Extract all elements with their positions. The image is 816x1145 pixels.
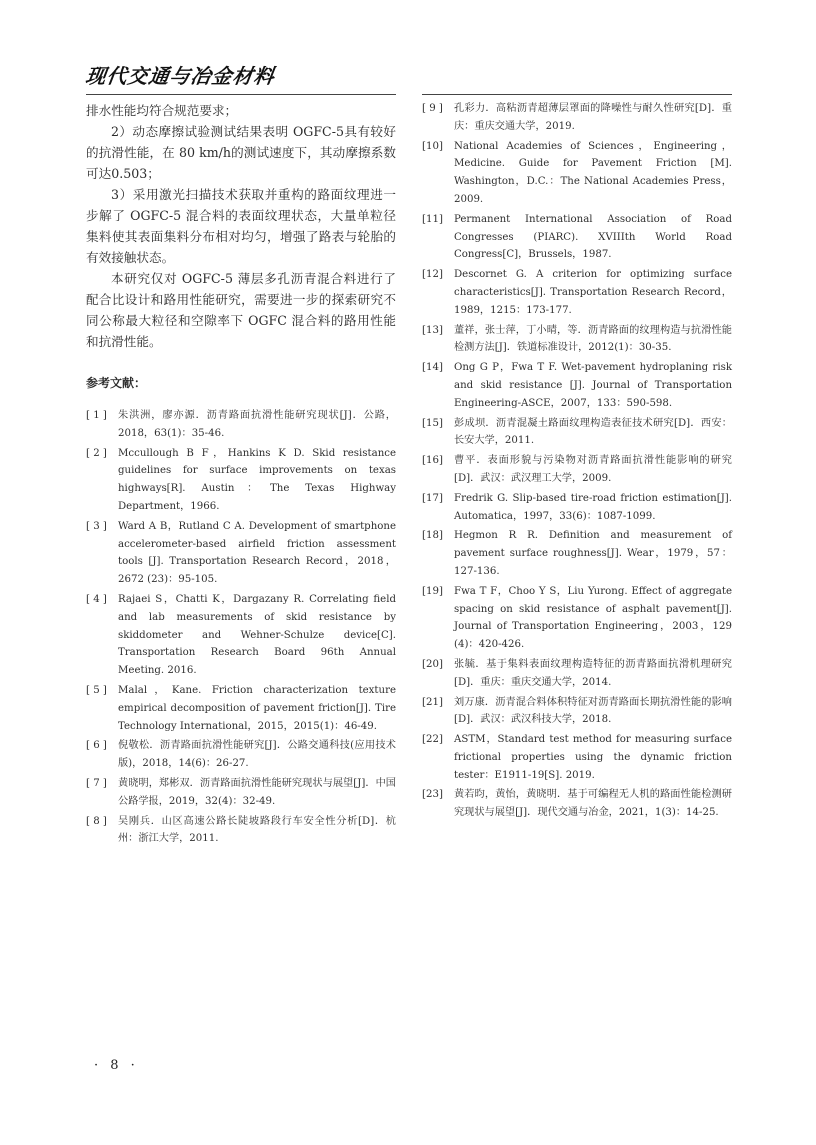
reference-item — [86, 775, 396, 811]
reference-number: [20] — [422, 658, 443, 670]
header-rule-left — [86, 94, 396, 95]
reference-item — [422, 266, 732, 319]
reference-number: [10] — [422, 140, 443, 152]
reference-number: [21] — [422, 696, 443, 708]
reference-item — [422, 138, 732, 209]
reference-item — [422, 359, 732, 412]
reference-item — [422, 786, 732, 822]
reference-item — [86, 445, 396, 516]
reference-text: 黄若昀，黄怡，黄晓明．基于可编程无人机的路面性能检测研究现状与展望[J]．现代交通与冶金，2021，1(3)：14-25. — [454, 789, 732, 819]
reference-number: [ 6 ] — [86, 740, 107, 752]
reference-number: [11] — [422, 213, 443, 225]
reference-text: Fredrik G. Slip-based tire-road friction estimation[J]. Automatica，1997，33(6)：1087-1099. — [454, 492, 732, 522]
reference-item — [422, 694, 732, 730]
reference-text: 刘万康．沥青混合料体积特征对沥青路面长期抗滑性能的影响[D]．武汉：武汉科技大学，2018. — [454, 696, 732, 726]
reference-item — [86, 518, 396, 589]
reference-text: 倪敬松．沥青路面抗滑性能研究[J]．公路交通科技(应用技术版)，2018，14(6)：26-27. — [118, 740, 396, 770]
reference-item — [422, 656, 732, 692]
reference-text: Mccullough B F，Hankins K D. Skid resistance guidelines for surface improvements on texas highways[R]. Austin：The Texas Highway Department，1966. — [118, 447, 396, 512]
reference-text: Malal，Kane. Friction characterization texture empirical decomposition of pavement friction[J]. Tire Technology International，2015，2015(1)：46-49. — [118, 684, 396, 732]
reference-number: [14] — [422, 362, 443, 374]
reference-number: [ 9 ] — [422, 103, 443, 114]
reference-text: 孔彩力．高粘沥青超薄层罩面的降噪性与耐久性研究[D]．重庆：重庆交通大学，2019. — [454, 103, 732, 132]
reference-item — [86, 682, 396, 735]
body-paragraph: 2）动态摩擦试验测试结果表明 OGFC-5具有较好的抗滑性能，在 80 km/h的测试速度下，其动摩擦系数可达0.503； — [86, 124, 396, 181]
reference-number: [ 5 ] — [86, 684, 107, 696]
reference-number: [15] — [422, 417, 443, 429]
journal-title: 现代交通与冶金材料 — [84, 64, 277, 88]
reference-number: [ 4 ] — [86, 593, 107, 605]
reference-text: 吴刚兵．山区高速公路长陡坡路段行车安全性分析[D]．杭州：浙江大学，2011. — [118, 815, 396, 845]
reference-number: [23] — [422, 789, 443, 801]
reference-text: Fwa T F，Choo Y S，Liu Yurong. Effect of aggregate spacing on skid resistance of asphalt pavement[J]. Journal of Transportation Engineering，2003，129 (4)：420-426. — [454, 585, 732, 651]
reference-number: [13] — [422, 324, 443, 336]
reference-item — [86, 813, 396, 849]
reference-text: 朱洪洲，廖亦源．沥青路面抗滑性能研究现状[J]．公路，2018，63(1)：35-46. — [118, 410, 396, 439]
reference-text: 张毓．基于集料表面纹理构造特征的沥青路面抗滑机理研究[D]．重庆：重庆交通大学，2014. — [454, 658, 732, 688]
reference-text: 曹平．表面形貌与污染物对沥青路面抗滑性能影响的研究[D]．武汉：武汉理工大学，2009. — [454, 455, 732, 484]
reference-number: [18] — [422, 530, 443, 542]
reference-item — [422, 731, 732, 784]
reference-number: [ 2 ] — [86, 447, 107, 459]
reference-number: [17] — [422, 492, 443, 504]
reference-text: Descornet G. A criterion for optimizing surface characteristics[J]. Transportation Research Record，1989，1215：173-177. — [454, 269, 732, 316]
references-heading: 参考文献： — [86, 376, 147, 390]
reference-number: [ 3 ] — [86, 520, 107, 532]
reference-text: Rajaei S，Chatti K，Dargazany R. Correlating field and lab measurements of skid resistance by skiddometer and Wehner-Schulze device[C]. Transportation Research Board 96th Annual Meeting. 2016. — [118, 593, 396, 677]
reference-item — [422, 527, 732, 580]
reference-text: 董祥，张士萍，丁小晴，等．沥青路面的纹理构造与抗滑性能检测方法[J]．铁道标准设计，2012(1)：30-35. — [454, 324, 732, 354]
right-column — [422, 100, 732, 824]
reference-item — [422, 415, 732, 451]
reference-item — [86, 591, 396, 680]
reference-text: Ward A B，Rutland C A. Development of smartphone accelerometer-based airfield friction assessment tools [J]. Transportation Research Record，2018，2672 (23)：95-105. — [118, 520, 396, 586]
reference-text: Permanent International Association of Road Congresses (PIARC). XVIIIth World Road Congress[C]，Brussels，1987. — [454, 213, 732, 261]
reference-text: National Academies of Sciences，Engineering，Medicine. Guide for Pavement Friction [M]. Washington，D.C.：The National Academies Press，2009. — [454, 140, 732, 205]
reference-text: Ong G P，Fwa T F. Wet-pavement hydroplaning risk and skid resistance [J]. Journal of Transportation Engineering-ASCE，2007，133：590-598. — [454, 362, 732, 409]
reference-text: 彭成坝．沥青混凝土路面纹理构造表征技术研究[D]．西安：长安大学，2011. — [454, 417, 732, 447]
reference-item — [422, 490, 732, 526]
reference-number: [19] — [422, 585, 443, 597]
reference-item — [422, 100, 732, 136]
reference-number: [ 1 ] — [86, 410, 107, 421]
reference-text: 黄晓明，郑彬双．沥青路面抗滑性能研究现状与展望[J]．中国公路学报，2019，32(4)：32-49. — [118, 777, 396, 807]
reference-text: ASTM，Standard test method for measuring surface frictional properties using the dynamic friction tester：E1911-19[S]. 2019. — [454, 734, 732, 781]
reference-number: [22] — [422, 734, 443, 746]
reference-item — [86, 737, 396, 773]
reference-number: [ 7 ] — [86, 777, 107, 789]
header-rule-right — [422, 94, 732, 95]
reference-item — [422, 452, 732, 488]
body-paragraph: 排水性能均符合规范要求； — [86, 103, 238, 118]
reference-list-left — [86, 407, 396, 848]
reference-item — [86, 407, 396, 443]
reference-text: Hegmon R R. Definition and measurement of pavement surface roughness[J]. Wear，1979，57：127-136. — [454, 530, 732, 577]
body-paragraph: 本研究仅对 OGFC-5 薄层多孔沥青混合料进行了配合比设计和路用性能研究，需要进一步的探索研究不同公称最大粒径和空隙率下 OGFC 混合料的路用性能和抗滑性能。 — [86, 271, 396, 349]
reference-number: [12] — [422, 269, 443, 281]
left-column — [86, 100, 396, 850]
page-number: · 8 · — [94, 1058, 139, 1073]
reference-item — [422, 211, 732, 264]
reference-number: [16] — [422, 455, 443, 467]
reference-item — [422, 322, 732, 358]
body-paragraph: 3）采用激光扫描技术获取并重构的路面纹理进一步解了 OGFC-5 混合料的表面纹理状态，大量单粒径集料使其表面集料分布相对均匀，增强了路表与轮胎的有效接触状态。 — [86, 187, 396, 265]
reference-item — [422, 583, 732, 654]
reference-list-right — [422, 100, 732, 822]
reference-number: [ 8 ] — [86, 815, 107, 827]
